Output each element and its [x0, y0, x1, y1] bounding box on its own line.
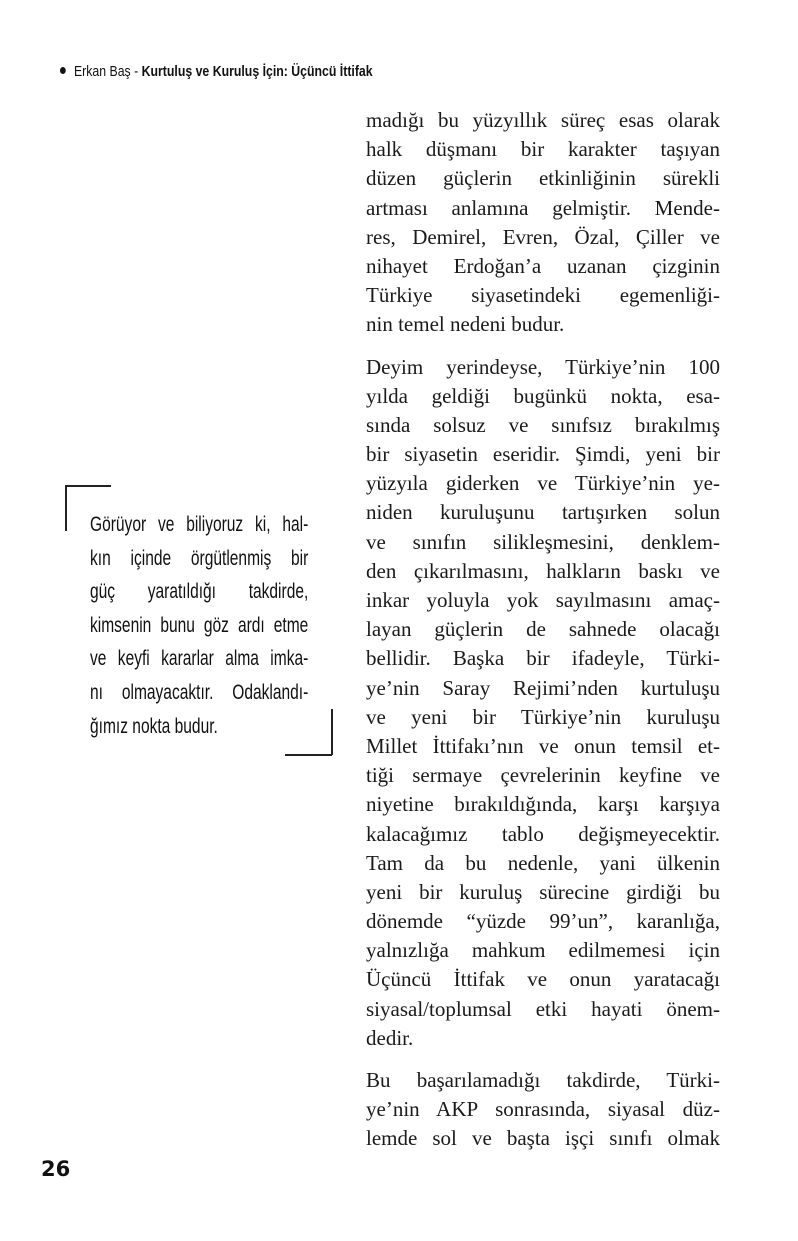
pullquote-bracket-bottom-right-vertical [331, 709, 333, 755]
pullquote-line: güç yaratıldığı takdirde, [90, 580, 309, 604]
pullquote-line: ğımız nokta budur. [90, 714, 218, 738]
text-line: ye’nin AKP sonrasında, siyasal düz- [366, 1097, 720, 1122]
text-line: Deyim yerindeyse, Türkiye’nin 100 [366, 354, 720, 379]
text-line: nin temel nedeni budur. [366, 312, 565, 337]
text-line: düzen güçlerin etkinliğinin sürekli [366, 166, 720, 191]
text-line: dedir. [366, 1025, 414, 1050]
text-line: Tam da bu nedenle, yani ülkenin [366, 850, 720, 875]
running-head-author: Erkan Baş - [73, 63, 142, 80]
pullquote-line: ve keyfi kararlar alma imka- [90, 647, 309, 671]
text-line: ve yeni bir Türkiye’nin kuruluşu [366, 704, 720, 729]
text-line: tiği sermaye çevrelerinin keyfine ve [366, 763, 720, 788]
text-line: yılda geldiği bugünkü nokta, esa- [366, 383, 720, 408]
text-line: res, Demirel, Evren, Özal, Çiller ve [366, 224, 720, 249]
pullquote-line: kın içinde örgütlenmiş bir [90, 546, 309, 570]
running-head-title: Kurtuluş ve Kuruluş İçin: Üçüncü İttifak [141, 63, 373, 80]
running-head [60, 63, 373, 80]
paragraph-2 [366, 353, 720, 1054]
text-line: inkar yoluyla yok sayılmasını amaç- [366, 588, 720, 612]
text-line: den çıkarılmasını, halkların baskı ve [366, 558, 720, 583]
text-line: yeni bir kuruluş sürecine girdiği bu [366, 879, 720, 904]
text-line: halk düşmanı bir karakter taşıyan [366, 137, 720, 162]
pullquote [90, 508, 308, 743]
text-line: layan güçlerin de sahnede olacağı [366, 617, 720, 642]
bullet-icon [60, 67, 66, 74]
pullquote-line: nı olmayacaktır. Odaklandı- [90, 680, 309, 704]
text-line: niden kuruluşunu tartışırken solun [366, 500, 720, 525]
text-line: madığı bu yüzyıllık süreç esas olarak [366, 108, 720, 132]
pullquote-bracket-top-left-horizontal [65, 485, 111, 487]
text-line: ye’nin Saray Rejimi’nden kurtuluşu [366, 675, 720, 700]
text-line: yalnızlığa mahkum edilmemesi için [366, 938, 720, 963]
text-line: yüzyıla giderken ve Türkiye’nin ye- [366, 471, 720, 496]
page-number: 26 [41, 1157, 71, 1181]
text-line: Millet İttifakı’nın ve onun temsil et- [366, 733, 720, 758]
text-line: bir siyasetin eseridir. Şimdi, yeni bir [366, 442, 720, 467]
pullquote-line: Görüyor ve biliyoruz ki, hal- [90, 513, 309, 536]
paragraph-1 [366, 106, 720, 340]
paragraph-3 [366, 1066, 720, 1154]
text-line: siyasal/toplumsal etki hayati önem- [366, 996, 720, 1021]
text-line: Bu başarılamadığı takdirde, Türki- [366, 1068, 720, 1092]
text-line: nihayet Erdoğan’a uzanan çizginin [366, 253, 720, 278]
pullquote-line: kimsenin bunu göz ardı etme [90, 613, 309, 637]
body-text-column [366, 106, 720, 1167]
text-line: Türkiye siyasetindeki egemenliği- [366, 283, 720, 308]
pullquote-bracket-bottom-right-horizontal [285, 754, 332, 756]
text-line: kalacağımız tablo değişmeyecektir. [366, 821, 720, 846]
text-line: niyetine bırakıldığında, karşı karşıya [366, 792, 720, 817]
text-line: artması anlamına gelmiştir. Mende- [366, 195, 720, 220]
text-line: dönemde “yüzde 99’un”, karanlığa, [366, 909, 720, 934]
pullquote-bracket-top-left-vertical [65, 485, 67, 531]
text-line: lemde sol ve başta işçi sınıfı olmak [366, 1126, 720, 1151]
text-line: Üçüncü İttifak ve onun yaratacağı [366, 967, 720, 992]
text-line: sında solsuz ve sınıfsız bırakılmış [366, 412, 720, 437]
text-line: ve sınıfın silikleşmesini, denklem- [366, 529, 720, 554]
text-line: bellidir. Başka bir ifadeyle, Türki- [366, 646, 720, 671]
